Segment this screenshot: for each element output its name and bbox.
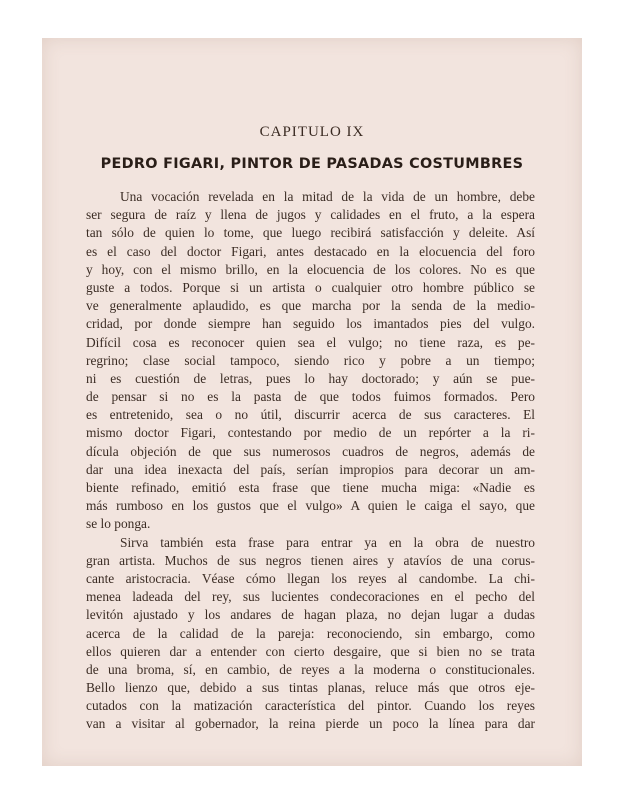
text-line: gran artista. Muchos de sus negros tienen aires y atavíos de una corus- xyxy=(86,552,535,568)
text-line: menea ladeada del rey, sus lucientes condecoraciones en el pecho del xyxy=(86,589,535,605)
text-line: ve generalmente aplaudido, es que marcha por la senda de la medio- xyxy=(86,298,535,314)
text-line: levitón ajustado y los andares de hagan plaza, no dejan lugar a dudas xyxy=(86,607,535,623)
chapter-title: PEDRO FIGARI, PINTOR DE PASADAS COSTUMBRES xyxy=(100,156,524,172)
text-line: acerca de la calidad de la pareja: reconociendo, sin embargo, como xyxy=(86,625,535,641)
text-line: Bello lienzo que, debido a sus tintas planas, reluce más que otros eje- xyxy=(86,680,535,696)
text-line: es el caso del doctor Figari, antes destacado en la elocuencia del foro xyxy=(86,243,535,259)
body-text xyxy=(86,188,535,734)
book-page xyxy=(42,38,582,766)
text-line: es entretenido, sea o no útil, discurrir acerca de sus caracteres. El xyxy=(86,407,535,423)
text-line: mismo doctor Figari, contestando por medio de un repórter a la ri- xyxy=(86,425,535,441)
text-line: más rumboso en los gustos que el vulgo» A quien le caiga el sayo, que xyxy=(86,498,535,514)
text-line: cante aristocracia. Véase cómo llegan los reyes al candombe. La chi- xyxy=(86,570,535,586)
text-line: biente refinado, emitió esta frase que tiene mucha miga: «Nadie es xyxy=(86,480,535,495)
text-line: de una broma, sí, en cambio, de reyes a la moderna o constitucionales. xyxy=(86,661,535,677)
text-line: dícula objeción de que sus numerosos cuadros de negros, además de xyxy=(86,443,535,459)
text-line: y hoy, con el mismo brillo, en la elocuencia de los colores. No es que xyxy=(86,261,535,277)
text-line: van a visitar al gobernador, la reina pierde un poco la línea para dar xyxy=(86,716,535,732)
text-line: se lo ponga. xyxy=(86,516,151,532)
text-line: Difícil cosa es reconocer quien sea el vulgo; no tiene raza, es pe- xyxy=(86,334,535,350)
text-line: regrino; clase social tampoco, siendo rico y pobre a un tiempo; xyxy=(86,352,535,368)
text-line: tan sólo de quien lo tome, que luego recibirá satisfacción y deleite. Así xyxy=(86,225,535,241)
text-line: ellos quieren dar a entender con cierto desgaire, que si bien no se trata xyxy=(86,643,535,659)
text-line: ser segura de raíz y llena de jugos y calidades en el fruto, a la espera xyxy=(86,207,535,223)
text-line: ni es cuestión de letras, pues lo hay doctorado; y aún se pue- xyxy=(86,370,535,386)
text-line: de pensar si no es la pasta de que todos fuimos formados. Pero xyxy=(86,389,535,405)
text-line: guste a todos. Porque si un artista o cualquier otro hombre público se xyxy=(86,279,535,295)
text-line: cridad, por donde siempre han seguido los imantados pies del vulgo. xyxy=(86,316,535,332)
text-line: dar una idea inexacta del país, serían impropios para decorar un am- xyxy=(86,461,535,477)
text-line: cutados con la matización característica del pintor. Cuando los reyes xyxy=(86,698,535,714)
text-line: Una vocación revelada en la mitad de la vida de un hombre, debe xyxy=(120,189,535,204)
text-line: Sirva también esta frase para entrar ya en la obra de nuestro xyxy=(120,534,535,550)
chapter-heading: CAPITULO IX xyxy=(259,124,365,140)
